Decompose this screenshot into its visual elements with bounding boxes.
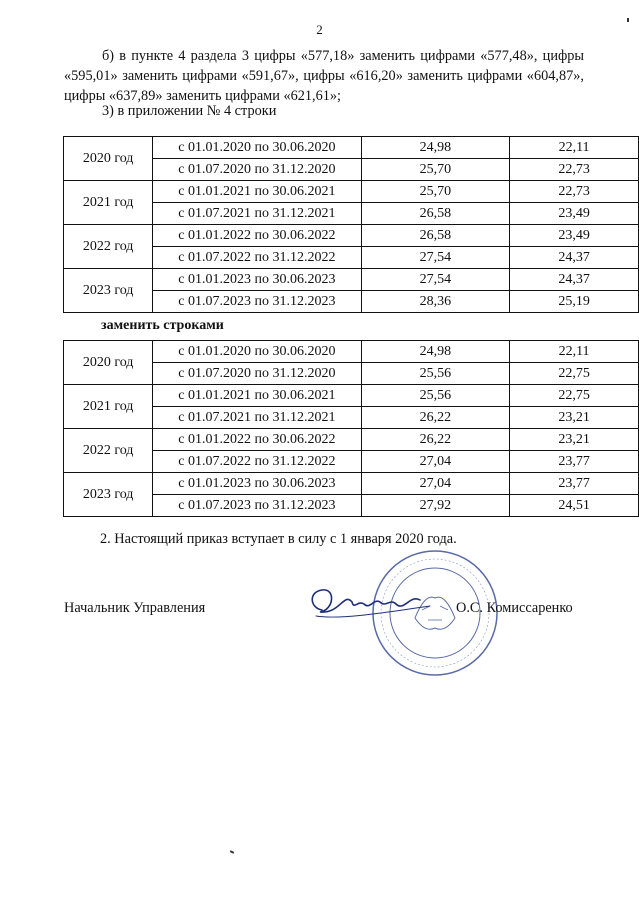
value-cell-2: 22,11	[510, 137, 639, 159]
value-cell-2: 22,11	[510, 341, 639, 363]
period-cell: с 01.07.2022 по 31.12.2022	[153, 451, 361, 473]
period-cell: с 01.01.2022 по 30.06.2022	[153, 225, 361, 247]
value-cell-2: 22,75	[510, 363, 639, 385]
period-cell: с 01.07.2023 по 31.12.2023	[153, 291, 361, 313]
new-rates-table	[63, 340, 639, 517]
value-cell-1: 28,36	[361, 291, 510, 313]
period-cell: с 01.01.2021 по 30.06.2021	[153, 385, 361, 407]
table-row	[64, 473, 639, 495]
signer-name: О.С. Комиссаренко	[456, 600, 573, 616]
period-cell: с 01.07.2020 по 31.12.2020	[153, 363, 361, 385]
value-cell-2: 24,37	[510, 247, 639, 269]
value-cell-2: 24,37	[510, 269, 639, 291]
paragraph-3: 3) в приложении № 4 строки	[102, 103, 277, 119]
old-rates-table	[63, 136, 639, 313]
value-cell-1: 26,22	[361, 407, 510, 429]
value-cell-2: 22,73	[510, 181, 639, 203]
value-cell-2: 23,49	[510, 203, 639, 225]
period-cell: с 01.01.2022 по 30.06.2022	[153, 429, 361, 451]
paragraph-b: б) в пункте 4 раздела 3 цифры «577,18» заменить цифрами «577,48», цифры «595,01» заменить цифрами «591,67», цифры «616,20» заменить цифрами «604,87», цифры «637,89» заменить цифрами «621,61»;	[64, 48, 584, 104]
paragraph-2: 2. Настоящий приказ вступает в силу с 1 января 2020 года.	[100, 531, 457, 547]
period-cell: с 01.01.2021 по 30.06.2021	[153, 181, 361, 203]
replace-heading: заменить строками	[101, 318, 224, 333]
value-cell-1: 27,04	[361, 451, 510, 473]
page-number: 2	[316, 22, 323, 37]
period-cell: с 01.07.2020 по 31.12.2020	[153, 159, 361, 181]
year-cell: 2020 год	[64, 341, 153, 385]
value-cell-2: 23,77	[510, 451, 639, 473]
period-cell: с 01.07.2022 по 31.12.2022	[153, 247, 361, 269]
period-cell: с 01.01.2023 по 30.06.2023	[153, 473, 361, 495]
year-cell: 2022 год	[64, 225, 153, 269]
table-row	[64, 341, 639, 363]
value-cell-2: 23,21	[510, 407, 639, 429]
value-cell-1: 25,56	[361, 363, 510, 385]
year-cell: 2022 год	[64, 429, 153, 473]
value-cell-1: 25,70	[361, 159, 510, 181]
value-cell-2: 22,73	[510, 159, 639, 181]
value-cell-1: 27,54	[361, 247, 510, 269]
value-cell-1: 25,56	[361, 385, 510, 407]
value-cell-1: 26,58	[361, 225, 510, 247]
year-cell: 2020 год	[64, 137, 153, 181]
signer-title: Начальник Управления	[64, 600, 206, 616]
scan-speck	[230, 850, 234, 854]
value-cell-1: 24,98	[361, 137, 510, 159]
period-cell: с 01.01.2020 по 30.06.2020	[153, 137, 361, 159]
value-cell-2: 23,77	[510, 473, 639, 495]
table-row	[64, 429, 639, 451]
value-cell-2: 22,75	[510, 385, 639, 407]
value-cell-2: 23,49	[510, 225, 639, 247]
period-cell: с 01.07.2021 по 31.12.2021	[153, 407, 361, 429]
value-cell-1: 25,70	[361, 181, 510, 203]
period-cell: с 01.07.2021 по 31.12.2021	[153, 203, 361, 225]
period-cell: с 01.07.2023 по 31.12.2023	[153, 495, 361, 517]
value-cell-2: 24,51	[510, 495, 639, 517]
value-cell-1: 26,58	[361, 203, 510, 225]
period-cell: с 01.01.2023 по 30.06.2023	[153, 269, 361, 291]
year-cell: 2023 год	[64, 269, 153, 313]
table-row	[64, 269, 639, 291]
year-cell: 2023 год	[64, 473, 153, 517]
handwritten-signature	[300, 580, 470, 630]
table-row	[64, 181, 639, 203]
value-cell-1: 27,92	[361, 495, 510, 517]
value-cell-2: 23,21	[510, 429, 639, 451]
year-cell: 2021 год	[64, 385, 153, 429]
value-cell-2: 25,19	[510, 291, 639, 313]
value-cell-1: 27,54	[361, 269, 510, 291]
period-cell: с 01.01.2020 по 30.06.2020	[153, 341, 361, 363]
table-row	[64, 137, 639, 159]
value-cell-1: 27,04	[361, 473, 510, 495]
table-row	[64, 225, 639, 247]
value-cell-1: 26,22	[361, 429, 510, 451]
table-row	[64, 385, 639, 407]
value-cell-1: 24,98	[361, 341, 510, 363]
year-cell: 2021 год	[64, 181, 153, 225]
